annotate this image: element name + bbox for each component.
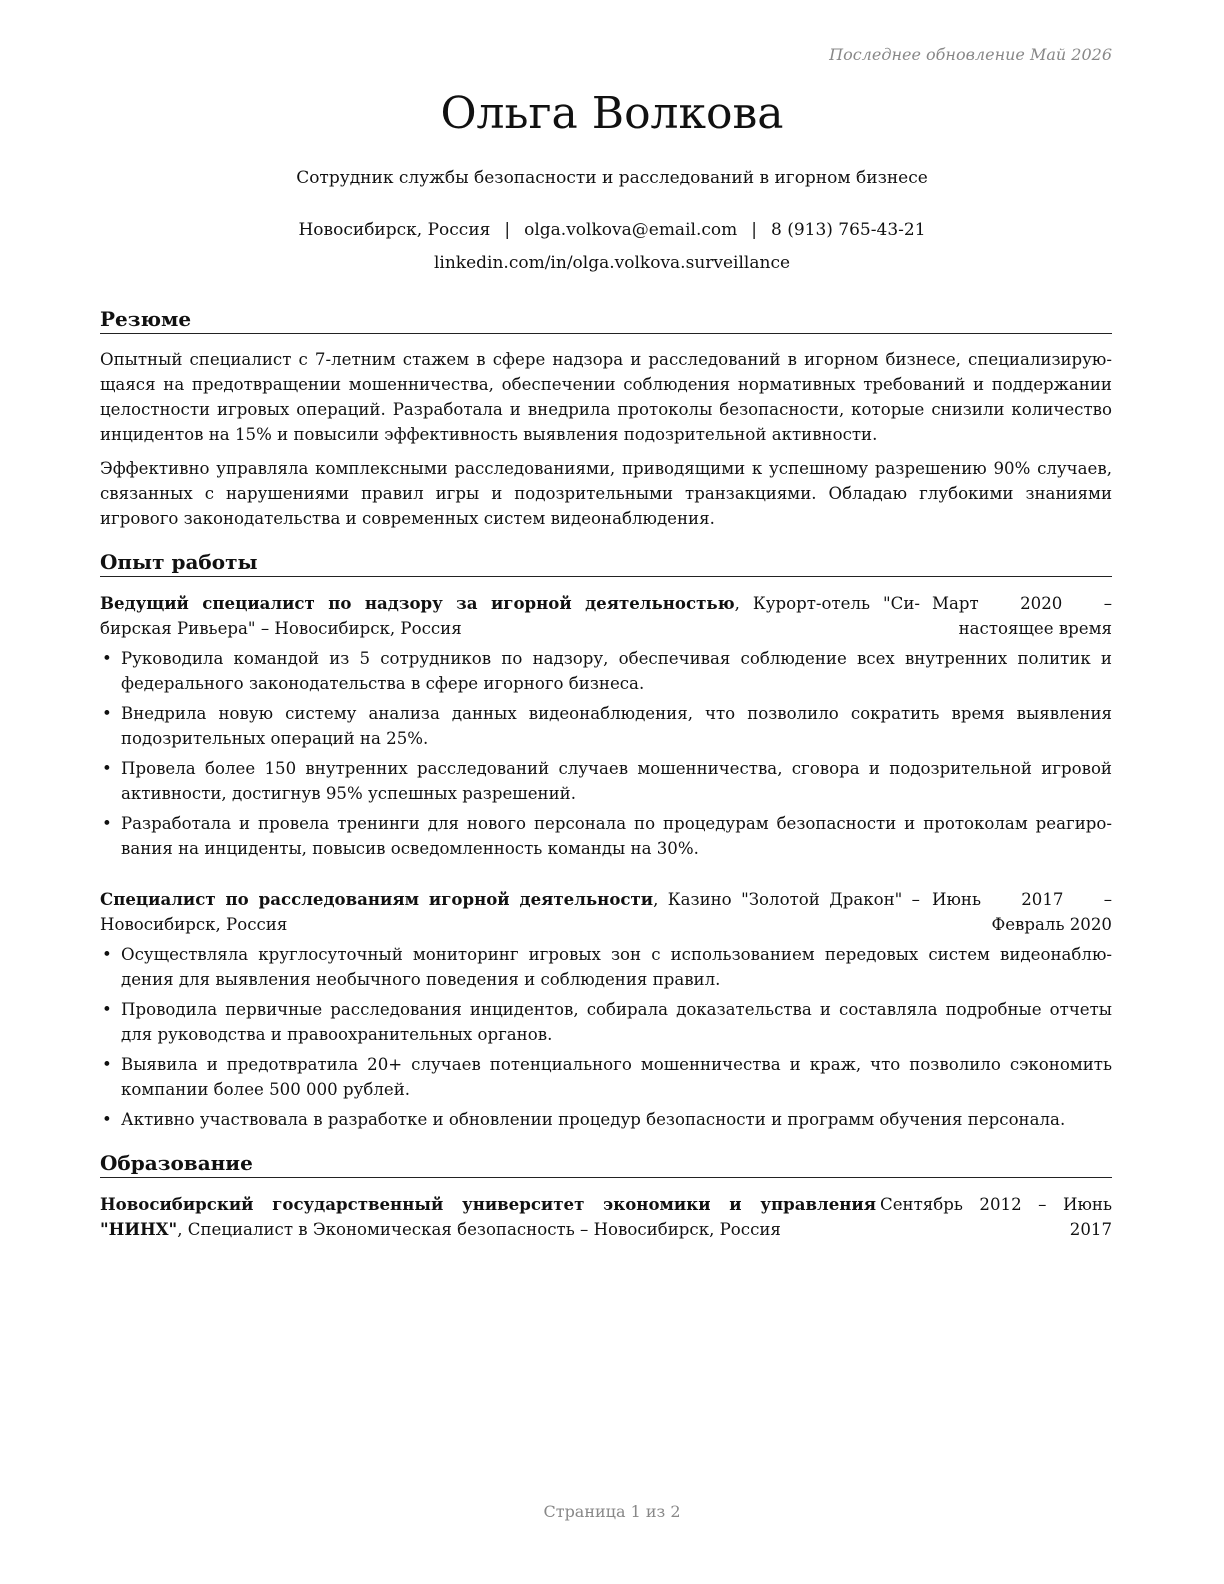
job-title-line <box>100 887 920 937</box>
job-header <box>100 887 1112 937</box>
education-entry <box>100 1192 1112 1242</box>
job-title-line <box>100 591 920 641</box>
education-dates: Сентябрь 2012 – Июнь 2017 <box>880 1195 1112 1239</box>
degree-details: , Специалист в Экономическая безопасность – Новосибирск, Россия <box>177 1220 781 1239</box>
bullet-text: Выявила и предотвратила 20+ случаев потенциального мошенничества и краж, что позволило сэкономить компании более 500 000 рублей. <box>121 1055 1112 1099</box>
list-item <box>100 1107 1112 1132</box>
list-item <box>100 756 1112 806</box>
list-item <box>100 1052 1112 1102</box>
bullet-icon: • <box>102 649 112 668</box>
summary-section <box>100 306 1112 531</box>
bullet-text: Провела более 150 внутренних расследований случаев мошенничества, сговора и подозрительной игровой активности, достигнув 95% успешных разрешений. <box>121 759 1112 803</box>
job-position: Специалист по расследованиям игорной деятельности <box>100 889 654 909</box>
job-bullets <box>100 646 1112 861</box>
bullet-icon: • <box>102 814 112 833</box>
bullet-icon: • <box>102 1000 112 1019</box>
bullet-icon: • <box>102 704 112 723</box>
linkedin-link[interactable]: linkedin.com/in/olga.volkova.surveillance <box>433 253 791 273</box>
job-entry <box>100 591 1112 861</box>
section-title-experience: Опыт работы <box>100 549 1112 577</box>
list-item <box>100 942 1112 992</box>
section-title-education: Образование <box>100 1150 1112 1178</box>
list-item <box>100 646 1112 696</box>
page-indicator: Страница 1 из 2 <box>543 1502 681 1521</box>
list-item <box>100 997 1112 1047</box>
contact-line <box>0 220 1224 240</box>
job-entry <box>100 887 1112 1132</box>
institution-name: Новосибирский государственный университет экономики и управления "НИНХ" <box>100 1194 876 1239</box>
bullet-text: Руководила командой из 5 сотрудников по надзору, обеспечивая соблюдение всех внутренних политик и федерального законодательства в сфере игорного бизнеса. <box>121 649 1112 693</box>
bullet-icon: • <box>102 1110 112 1129</box>
list-item <box>100 701 1112 751</box>
email-link[interactable]: olga.volkova@email.com <box>524 220 738 240</box>
job-dates: Март 2020 – настоящее время <box>932 594 1112 638</box>
bullet-text: Осуществляла круглосуточный мониторинг игровых зон с использованием передовых систем видеонаблюдения для выявления необычного поведения и соблюдения правил. <box>121 945 1112 989</box>
phone-number[interactable]: 8 (913) 765-43-21 <box>770 220 926 240</box>
candidate-headline: Сотрудник службы безопасности и расследований в игорном бизнесе <box>296 168 928 188</box>
summary-paragraph: Эффективно управляла комплексными расследованиями, приводящими к успешному разрешению 90% случаев, связанных с нарушениями правил игры и подозрительными транзакциями. Обладаю глубокими знаниями игрового законодательства и современных систем видеонаблюдения. <box>100 459 1112 528</box>
summary-paragraph: Опытный специалист с 7-летним стажем в сфере надзора и расследований в игорном бизнесе, специализирующаяся на предотвращении мошенничества, обеспечении соблюдения нормативных требований и поддержании целостности игровых операций. Разработала и внедрила протоколы безопасности, которые снизили количество инцидентов на 15% и повысили эффективность выявления подозрительной активности. <box>100 350 1112 444</box>
bullet-icon: • <box>102 945 112 964</box>
contact-separator: | <box>751 220 757 240</box>
candidate-name: Ольга Волкова <box>440 88 784 139</box>
bullet-text: Активно участвовала в разработке и обновлении процедур безопасности и программ обучения персонала. <box>121 1110 1066 1129</box>
job-position: Ведущий специалист по надзору за игорной деятельностью <box>100 593 735 613</box>
education-section <box>100 1150 1112 1242</box>
contact-separator: | <box>504 220 511 240</box>
education-title-line <box>100 1192 876 1242</box>
job-employer: , Курорт-отель "Сибирская Ривьера" – Новосибирск, Россия <box>100 594 920 638</box>
bullet-text: Проводила первичные расследования инцидентов, собирала доказательства и составляла подробные отчеты для руководства и правоохранительных органов. <box>121 1000 1112 1044</box>
job-bullets <box>100 942 1112 1132</box>
bullet-icon: • <box>102 1055 112 1074</box>
last-updated: Последнее обновление Май 2026 <box>829 45 1112 64</box>
job-header <box>100 591 1112 641</box>
experience-section <box>100 549 1112 1137</box>
job-dates: Июнь 2017 – Февраль 2020 <box>932 890 1112 934</box>
section-title-summary: Резюме <box>100 306 1112 334</box>
list-item <box>100 811 1112 861</box>
bullet-text: Разработала и провела тренинги для нового персонала по процедурам безопасности и протоколам реагирования на инциденты, повысив осведомленность команды на 30%. <box>121 814 1112 858</box>
bullet-text: Внедрила новую систему анализа данных видеонаблюдения, что позволило сократить время выявления подозрительных операций на 25%. <box>121 704 1112 748</box>
job-employer: , Казино "Золотой Дракон" – Новосибирск, Россия <box>100 890 920 934</box>
bullet-icon: • <box>102 759 112 778</box>
location: Новосибирск, Россия <box>298 220 491 240</box>
